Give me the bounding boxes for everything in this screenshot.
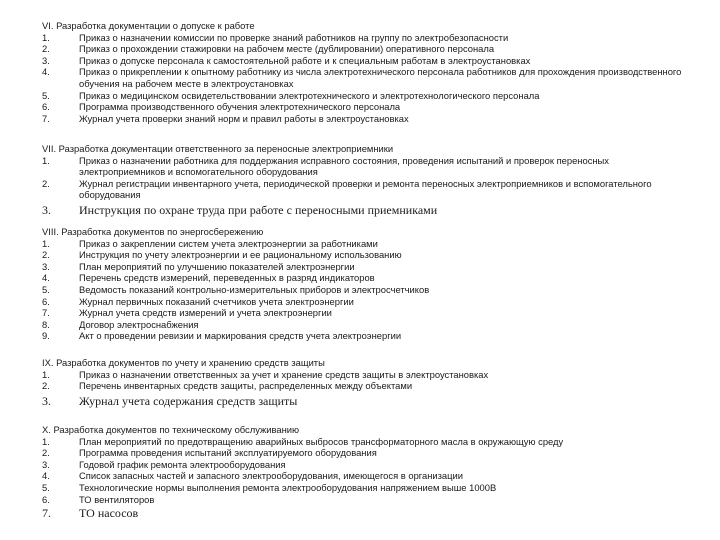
item-number: 7. (42, 506, 51, 521)
section-heading: VII. Разработка документации ответственного за переносные электроприемники (42, 143, 394, 154)
item-text: Инструкция по учету электроэнергии и ее рациональному использованию (79, 249, 402, 261)
list-item (42, 506, 682, 520)
list-item (42, 319, 682, 331)
item-number: 6. (42, 101, 50, 113)
item-number: 2. (42, 380, 50, 392)
list-item (42, 155, 682, 178)
list-item (42, 394, 682, 408)
item-number: 1. (42, 31, 50, 43)
item-number: 3. (42, 54, 50, 66)
list-item (42, 261, 682, 273)
list-item (42, 296, 682, 308)
item-number: 7. (42, 307, 50, 319)
item-text: План мероприятий по предотвращению аварийных выбросов трансформаторного масла в окружающую среду (79, 435, 564, 447)
list-item (42, 66, 682, 89)
list-item (42, 272, 682, 284)
item-text: Журнал учета содержания средств защиты (79, 393, 298, 408)
item-text: Программа проведения испытаний эксплуатируемого оборудования (79, 447, 377, 459)
item-text: Перечень средств измерений, переведенных в разряд индикаторов (79, 272, 375, 284)
item-text: Приказ о прохождении стажировки на рабочем месте (дублировании) оперативного персонала (79, 43, 495, 55)
list-item (42, 43, 682, 55)
list-item (42, 369, 682, 381)
item-text: Инструкция по охране труда при работе с переносными приемниками (79, 202, 438, 217)
item-text: Программа производственного обучения электротехнического персонала (79, 101, 401, 113)
item-number: 4. (42, 272, 50, 284)
item-number: 6. (42, 493, 50, 505)
item-text: ТО насосов (79, 506, 139, 521)
item-number: 3. (42, 393, 51, 408)
section-heading: IX. Разработка документов по учету и хранению средств защиты (42, 357, 325, 368)
item-number: 2. (42, 447, 50, 459)
list-item (42, 330, 682, 342)
item-number: 6. (42, 295, 50, 307)
list-item (42, 470, 682, 482)
item-text: Приказ о прикреплении к опытному работнику из числа электротехнического персонала работников для прохождения производственного обучения на рабочем месте в электроустановках (79, 66, 682, 89)
item-number: 8. (42, 318, 50, 330)
item-text: Приказ о допуске персонала к самостоятельной работе и к специальным работам в электроустановках (79, 54, 531, 66)
item-number: 2. (42, 43, 50, 55)
item-number: 7. (42, 112, 50, 124)
item-text: Перечень инвентарных средств защиты, распределенных между объектами (79, 380, 413, 392)
item-number: 1. (42, 154, 50, 166)
list-item (42, 178, 682, 201)
section-heading: X. Разработка документов по техническому обслуживанию (42, 424, 300, 435)
list-item (42, 203, 682, 217)
item-number: 1. (42, 368, 50, 380)
item-number: 1. (42, 435, 50, 447)
item-text: ТО вентиляторов (79, 493, 155, 505)
item-number: 3. (42, 202, 51, 217)
item-text: Приказ о назначении ответственных за учет и хранение средств защиты в электроустановках (79, 368, 489, 380)
list-item (42, 482, 682, 494)
item-number: 9. (42, 330, 50, 342)
item-text: План мероприятий по улучшению показателей электроэнергии (79, 260, 355, 272)
list-item (42, 459, 682, 471)
list-item (42, 380, 682, 392)
item-text: Приказ о назначении комиссии по проверке знаний работников на группу по электробезопасности (79, 31, 509, 43)
list-item (42, 249, 682, 261)
section-heading: VI. Разработка документации о допуске к работе (42, 20, 255, 31)
item-text: Журнал регистрации инвентарного учета, периодической проверки и ремонта переносных электроприемников и вспомогательного оборудования (79, 177, 652, 201)
list-item (42, 32, 682, 44)
item-text: Договор электроснабжения (79, 318, 199, 330)
list-item (42, 101, 682, 113)
item-text: Акт о проведении ревизии и маркирования средств учета электроэнергии (79, 330, 402, 342)
item-number: 3. (42, 260, 50, 272)
item-number: 5. (42, 283, 50, 295)
item-text: Журнал учета проверки знаний норм и правил работы в электроустановках (79, 112, 409, 124)
item-text: Годовой график ремонта электрооборудования (79, 458, 286, 470)
item-text: Приказ о назначении работника для поддержания исправного состояния, проведения испытаний и проверок переносных электроприемников и вспомогательного оборудования (79, 154, 609, 178)
item-text: Приказ о медицинском освидетельствовании электротехнического и электротехнологического персонала (79, 89, 540, 101)
item-text: Технологические нормы выполнения ремонта электрооборудования напряжением выше 1000В (79, 481, 497, 493)
list-item (42, 307, 682, 319)
item-text: Приказ о закреплении систем учета электроэнергии за работниками (79, 237, 378, 249)
list-item (42, 447, 682, 459)
list-item (42, 238, 682, 250)
section-vi (42, 20, 682, 124)
section-ix (42, 357, 682, 408)
item-number: 2. (42, 249, 50, 261)
list-item (42, 284, 682, 296)
item-number: 1. (42, 237, 50, 249)
list-item (42, 494, 682, 506)
section-x (42, 424, 682, 520)
item-number: 2. (42, 177, 50, 189)
section-viii (42, 226, 682, 342)
section-heading: VIII. Разработка документов по энергосбережению (42, 226, 264, 237)
item-text: Список запасных частей и запасного электрооборудования, имеющегося в организации (79, 470, 463, 482)
item-number: 3. (42, 458, 50, 470)
item-text: Журнал учета средств измерений и учета электроэнергии (79, 307, 332, 319)
item-number: 5. (42, 89, 50, 101)
item-number: 5. (42, 481, 50, 493)
item-text: Журнал первичных показаний счетчиков учета электроэнергии (79, 295, 354, 307)
section-vii (42, 143, 682, 217)
item-number: 4. (42, 66, 50, 78)
list-item (42, 436, 682, 448)
list-item (42, 90, 682, 102)
list-item (42, 113, 682, 125)
item-text: Ведомость показаний контрольно-измерительных приборов и электросчетчиков (79, 283, 430, 295)
item-number: 4. (42, 470, 50, 482)
list-item (42, 55, 682, 67)
